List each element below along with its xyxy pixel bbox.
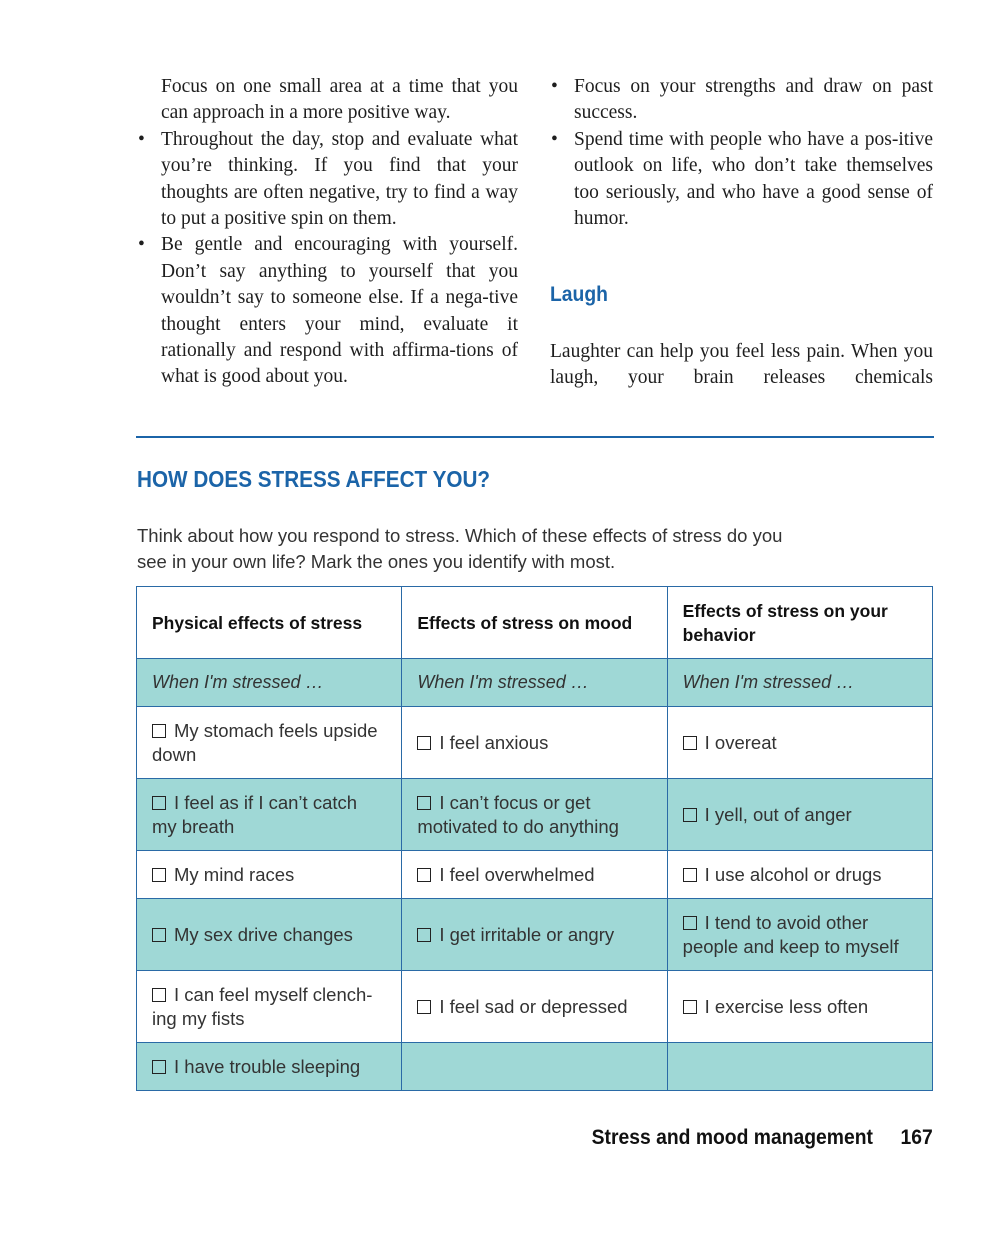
bullet-item	[550, 74, 933, 127]
table-cell[interactable]: My mind races	[137, 851, 402, 899]
lead-cell: When I'm stressed …	[402, 659, 667, 707]
table-cell[interactable]: I yell, out of anger	[667, 779, 932, 851]
checkbox-icon[interactable]	[152, 868, 166, 882]
table-header-row	[137, 587, 933, 659]
stress-effects-table	[136, 586, 933, 1091]
page-number: 167	[900, 1126, 933, 1149]
bullet-text: Spend time with people who have a pos-itive outlook on life, who don’t take themselves too seriously, and who have a good sense of humor.	[574, 128, 933, 230]
checkbox-icon[interactable]	[152, 1060, 166, 1074]
table-cell[interactable]: I overeat	[667, 707, 932, 779]
left-bullet-list	[137, 127, 518, 391]
footer-title: Stress and mood management	[591, 1126, 874, 1149]
table-cell[interactable]: My stomach feels upside down	[137, 707, 402, 779]
table-cell[interactable]: I can’t focus or get motivated to do anything	[402, 779, 667, 851]
page-footer	[592, 1126, 933, 1150]
laugh-paragraph: Laughter can help you feel less pain. When you laugh, your brain releases chemicals	[550, 341, 933, 389]
table-row	[137, 1043, 933, 1091]
bullet-text: Focus on your strengths and draw on past success.	[574, 76, 933, 124]
table-cell[interactable]: I feel anxious	[402, 707, 667, 779]
bullet-text: Throughout the day, stop and evaluate what you’re thinking. If you find that your thoughts are often negative, try to find a way to put a positive spin on them.	[161, 128, 518, 230]
checkbox-icon[interactable]	[417, 736, 431, 750]
laugh-heading: Laugh	[550, 283, 608, 306]
table-cell[interactable]: I get irritable or angry	[402, 899, 667, 971]
bullet-text: Be gentle and encouraging with yourself. Don’t say anything to yourself that you wouldn’t say to someone else. If a nega-tive thought enters your mind, evaluate it rationally and respond with affirma-tions of what is good about you.	[161, 234, 518, 388]
checkbox-icon[interactable]	[152, 724, 166, 738]
bullet-item	[137, 127, 518, 233]
empty-cell	[402, 1043, 667, 1091]
checkbox-icon[interactable]	[683, 868, 697, 882]
table-lead-row	[137, 659, 933, 707]
bullet-icon: •	[551, 128, 558, 150]
checkbox-icon[interactable]	[683, 1000, 697, 1014]
right-text-column	[550, 74, 933, 232]
table-row	[137, 899, 933, 971]
table-row	[137, 851, 933, 899]
section-intro	[137, 523, 857, 575]
table-cell[interactable]: I exercise less often	[667, 971, 932, 1043]
empty-cell	[667, 1043, 932, 1091]
section-divider	[136, 436, 934, 438]
table-row	[137, 971, 933, 1043]
bullet-icon: •	[551, 76, 558, 97]
continuation-paragraph: Focus on one small area at a time that you can approach in a more positive way.	[161, 76, 518, 124]
lead-cell: When I'm stressed …	[667, 659, 932, 707]
checkbox-icon[interactable]	[152, 796, 166, 810]
right-bullet-list	[550, 74, 933, 232]
intro-line: see in your own life? Mark the ones you identify with most.	[137, 551, 616, 572]
table-cell[interactable]: I can feel myself clench-ing my fists	[137, 971, 402, 1043]
table-cell[interactable]: I feel sad or depressed	[402, 971, 667, 1043]
checkbox-icon[interactable]	[152, 928, 166, 942]
header-physical: Physical effects of stress	[137, 587, 402, 659]
bullet-item	[137, 232, 518, 390]
table-cell[interactable]: I have trouble sleeping	[137, 1043, 402, 1091]
left-text-column	[137, 74, 518, 391]
section-title: HOW DOES STRESS AFFECT YOU?	[137, 466, 491, 492]
table-cell[interactable]: I use alcohol or drugs	[667, 851, 932, 899]
checkbox-icon[interactable]	[683, 736, 697, 750]
header-behavior: Effects of stress on your behavior	[667, 587, 932, 659]
checkbox-icon[interactable]	[417, 928, 431, 942]
bullet-icon: •	[138, 128, 145, 150]
checkbox-icon[interactable]	[683, 916, 697, 930]
bullet-icon: •	[138, 234, 145, 256]
table-row	[137, 707, 933, 779]
table-cell[interactable]: I feel as if I can’t catch my breath	[137, 779, 402, 851]
checkbox-icon[interactable]	[152, 988, 166, 1002]
intro-line: Think about how you respond to stress. Which of these effects of stress do you	[137, 525, 783, 546]
checkbox-icon[interactable]	[417, 796, 431, 810]
header-mood: Effects of stress on mood	[402, 587, 667, 659]
table-cell[interactable]: I feel overwhelmed	[402, 851, 667, 899]
table-cell[interactable]: I tend to avoid other people and keep to myself	[667, 899, 932, 971]
table-cell[interactable]: My sex drive changes	[137, 899, 402, 971]
lead-cell: When I'm stressed …	[137, 659, 402, 707]
bullet-item	[550, 127, 933, 233]
checkbox-icon[interactable]	[683, 808, 697, 822]
checkbox-icon[interactable]	[417, 868, 431, 882]
checkbox-icon[interactable]	[417, 1000, 431, 1014]
table-row	[137, 779, 933, 851]
